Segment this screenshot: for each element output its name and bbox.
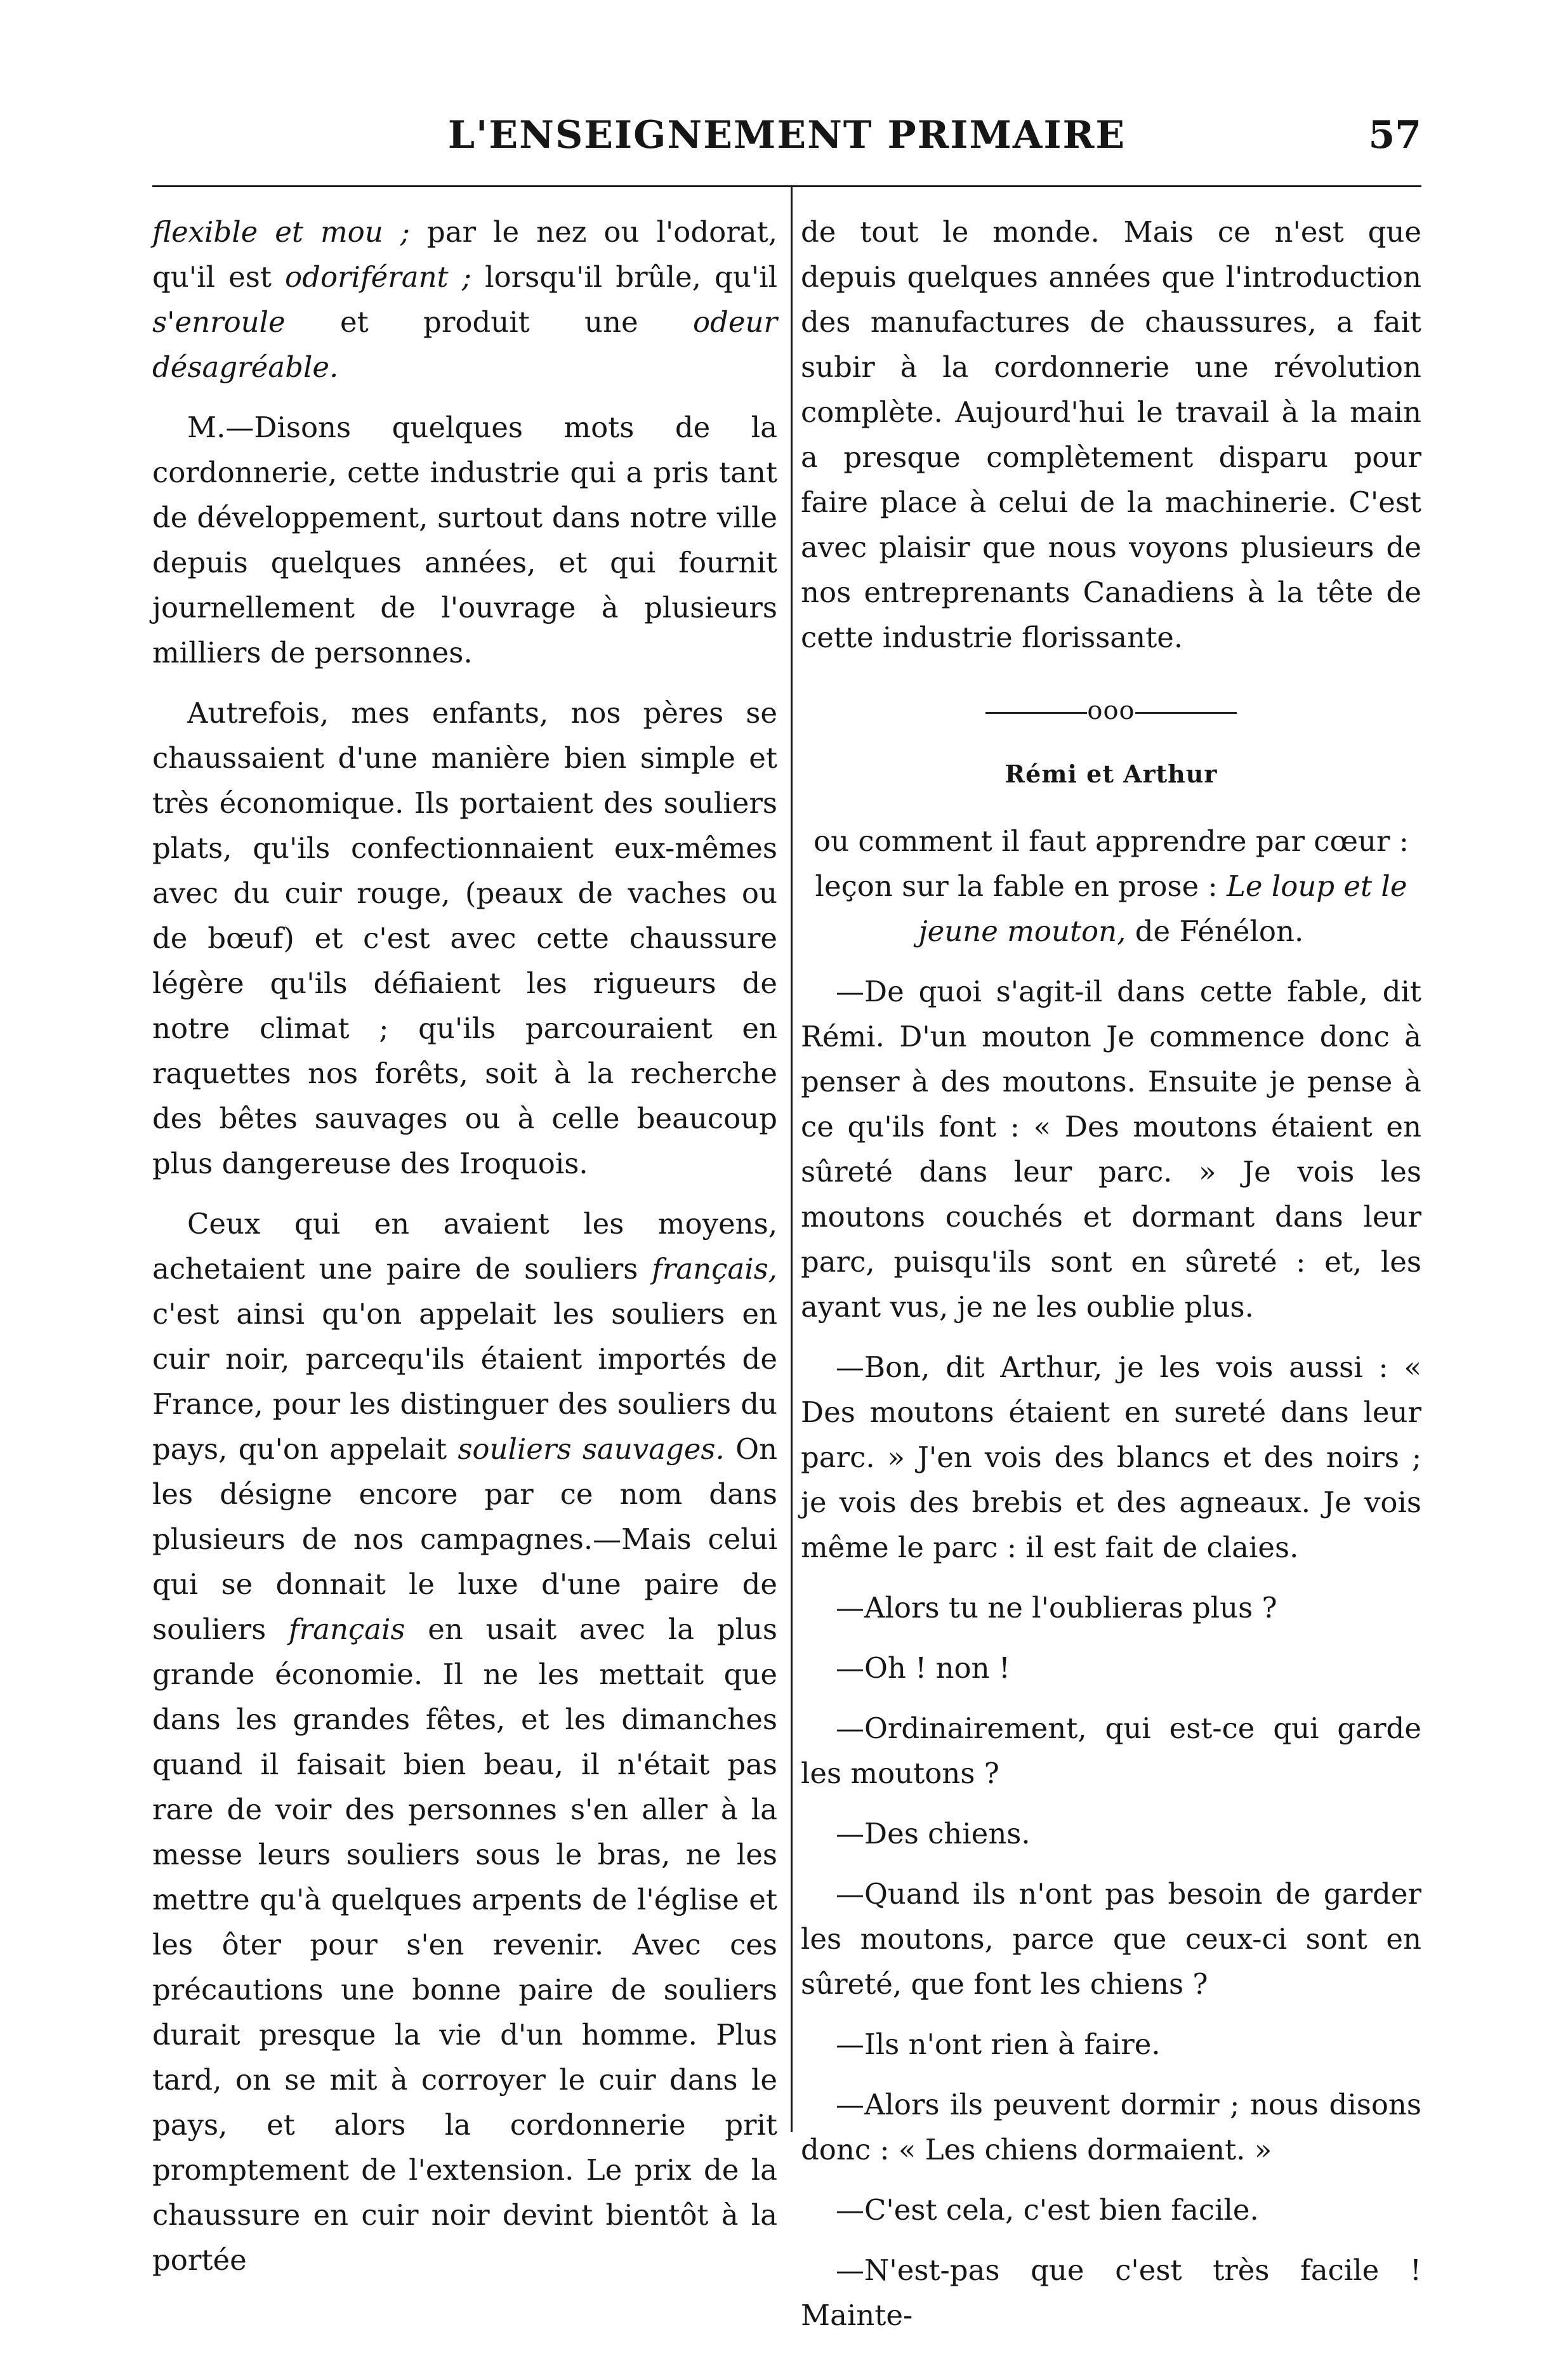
dialogue-line: —Alors tu ne l'oublieras plus ? bbox=[836, 1591, 1277, 1625]
dialogue-line: —Alors ils peuvent dormir ; nous disons donc : « Les chiens dormaient. » bbox=[801, 2088, 1421, 2166]
column-divider bbox=[791, 187, 793, 2132]
text: en usait avec la plus grande économie. Il ne les mettait que dans les grandes fêtes, et les dimanches quand il faisait bien beau, il n'était pas rare de voir des personnes s'en aller à la messe leurs souliers sous le bras, ne les mettre qu'à quelques arpents de l'église et les ôter pour s'en revenir. Avec ces précautions une bonne paire de souliers durait presque la vie d'un homme. Plus tard, on se mit à corroyer le cuir dans le pays, et alors la cordonnerie prit promptement de l'extension. Le prix de la chaussure en cuir noir devint bientôt à la portée bbox=[152, 1612, 777, 2277]
dialogue-line: —Bon, dit Arthur, je les vois aussi : « Des moutons étaient en sureté dans leur parc. » J'en vois des blancs et des noirs ; je vois des brebis et des agneaux. Je vois même le parc : il est fait de claies. bbox=[801, 1350, 1421, 1564]
dialogue-line: —Quand ils n'ont pas besoin de garder les moutons, parce que ceux-ci sont en sûreté, que font les chiens ? bbox=[801, 1877, 1421, 2001]
paragraph: de tout le monde. Mais ce n'est que depuis quelques années que l'introduction des manufactures de chaussures, a fait subir à la cordonnerie une révolution complète. Aujourd'hui le travail à la main a presque complètement disparu pour faire place à celui de la machinerie. C'est avec plaisir que nous voyons plusieurs de nos entreprenants Canadiens à la tête de cette industrie florissante. bbox=[801, 215, 1421, 654]
italic-text: flexible et mou ; bbox=[152, 215, 410, 249]
separator-dash bbox=[985, 712, 1087, 714]
italic-text: odoriférant ; bbox=[285, 260, 471, 294]
page-header bbox=[152, 95, 1421, 165]
italic-text: odeur désagréable. bbox=[152, 305, 777, 384]
dialogue-line: —Des chiens. bbox=[836, 1817, 1031, 1850]
italic-text: français bbox=[288, 1612, 405, 1646]
dialogue-line: —C'est cela, c'est bien facile. bbox=[836, 2193, 1259, 2227]
section-subtitle bbox=[801, 819, 1421, 954]
text: ou comment il faut apprendre par cœur : leçon sur la fable en prose : bbox=[814, 824, 1409, 903]
separator-dash bbox=[1135, 712, 1237, 714]
text: lorsqu'il brûle, qu'il bbox=[471, 260, 777, 294]
text: par le nez ou l'odorat, qu'il est bbox=[152, 215, 777, 294]
text: de Fénélon. bbox=[1126, 914, 1304, 948]
paragraph bbox=[152, 1201, 777, 2283]
separator-text: ooo bbox=[1087, 696, 1135, 725]
paragraph: Autrefois, mes enfants, nos pères se chaussaient d'une manière bien simple et très économique. Ils portaient des souliers plats, qu'ils confectionnaient eux-mêmes avec du cuir rouge, (peaux de vaches ou de bœuf) et c'est avec cette chaussure légère qu'ils défiaient les rigueurs de notre climat ; qu'ils parcouraient en raquettes nos forêts, soit à la recherche des bêtes sauvages ou à celle beaucoup plus dangereuse des Iroquois. bbox=[152, 696, 777, 1180]
paragraph bbox=[152, 209, 777, 390]
dialogue-line: —Oh ! non ! bbox=[836, 1651, 1011, 1685]
italic-text: s'enroule bbox=[152, 305, 286, 339]
section-title: Rémi et Arthur bbox=[1005, 760, 1218, 788]
left-column bbox=[152, 209, 777, 2298]
italic-text: Le loup et le jeune mouton, bbox=[918, 869, 1407, 948]
text: et produit une bbox=[285, 305, 693, 339]
dialogue-line: —De quoi s'agit-il dans cette fable, dit Rémi. D'un mouton Je commence donc à penser à des moutons. Ensuite je pense à ce qu'ils font : « Des moutons étaient en sûreté dans leur parc. » Je vois les moutons couchés et dormant dans leur parc, puisqu'ils sont en sûreté : et, les ayant vus, je ne les oublie plus. bbox=[801, 975, 1421, 1324]
page-number: 57 bbox=[1368, 113, 1421, 157]
dialogue-line: —N'est-pas que c'est très facile ! Mainte- bbox=[801, 2253, 1421, 2332]
right-column bbox=[801, 209, 1421, 2353]
text: Ceux qui en avaient les moyens, achetaient une paire de souliers bbox=[152, 1207, 777, 1286]
dialogue-line: —Ils n'ont rien à faire. bbox=[836, 2027, 1161, 2061]
text: On les désigne encore par ce nom dans plusieurs de nos campagnes.—Mais celui qui se donnait le luxe d'une paire de souliers bbox=[152, 1432, 777, 1646]
paragraph: M.—Disons quelques mots de la cordonnerie, cette industrie qui a pris tant de développement, surtout dans notre ville depuis quelques années, et qui fournit journellement de l'ouvrage à plusieurs milliers de personnes. bbox=[152, 411, 777, 669]
dialogue-line: —Ordinairement, qui est-ce qui garde les moutons ? bbox=[801, 1711, 1421, 1790]
header-rule bbox=[152, 185, 1421, 187]
italic-text: français, bbox=[652, 1252, 777, 1286]
text: c'est ainsi qu'on appelait les souliers en cuir noir, parcequ'ils étaient importés de France, pour les distinguer des souliers du pays, qu'on appelait bbox=[152, 1297, 777, 1466]
section-separator bbox=[801, 692, 1421, 730]
running-title: L'ENSEIGNEMENT PRIMAIRE bbox=[447, 113, 1126, 157]
italic-text: souliers sauvages. bbox=[458, 1432, 725, 1466]
